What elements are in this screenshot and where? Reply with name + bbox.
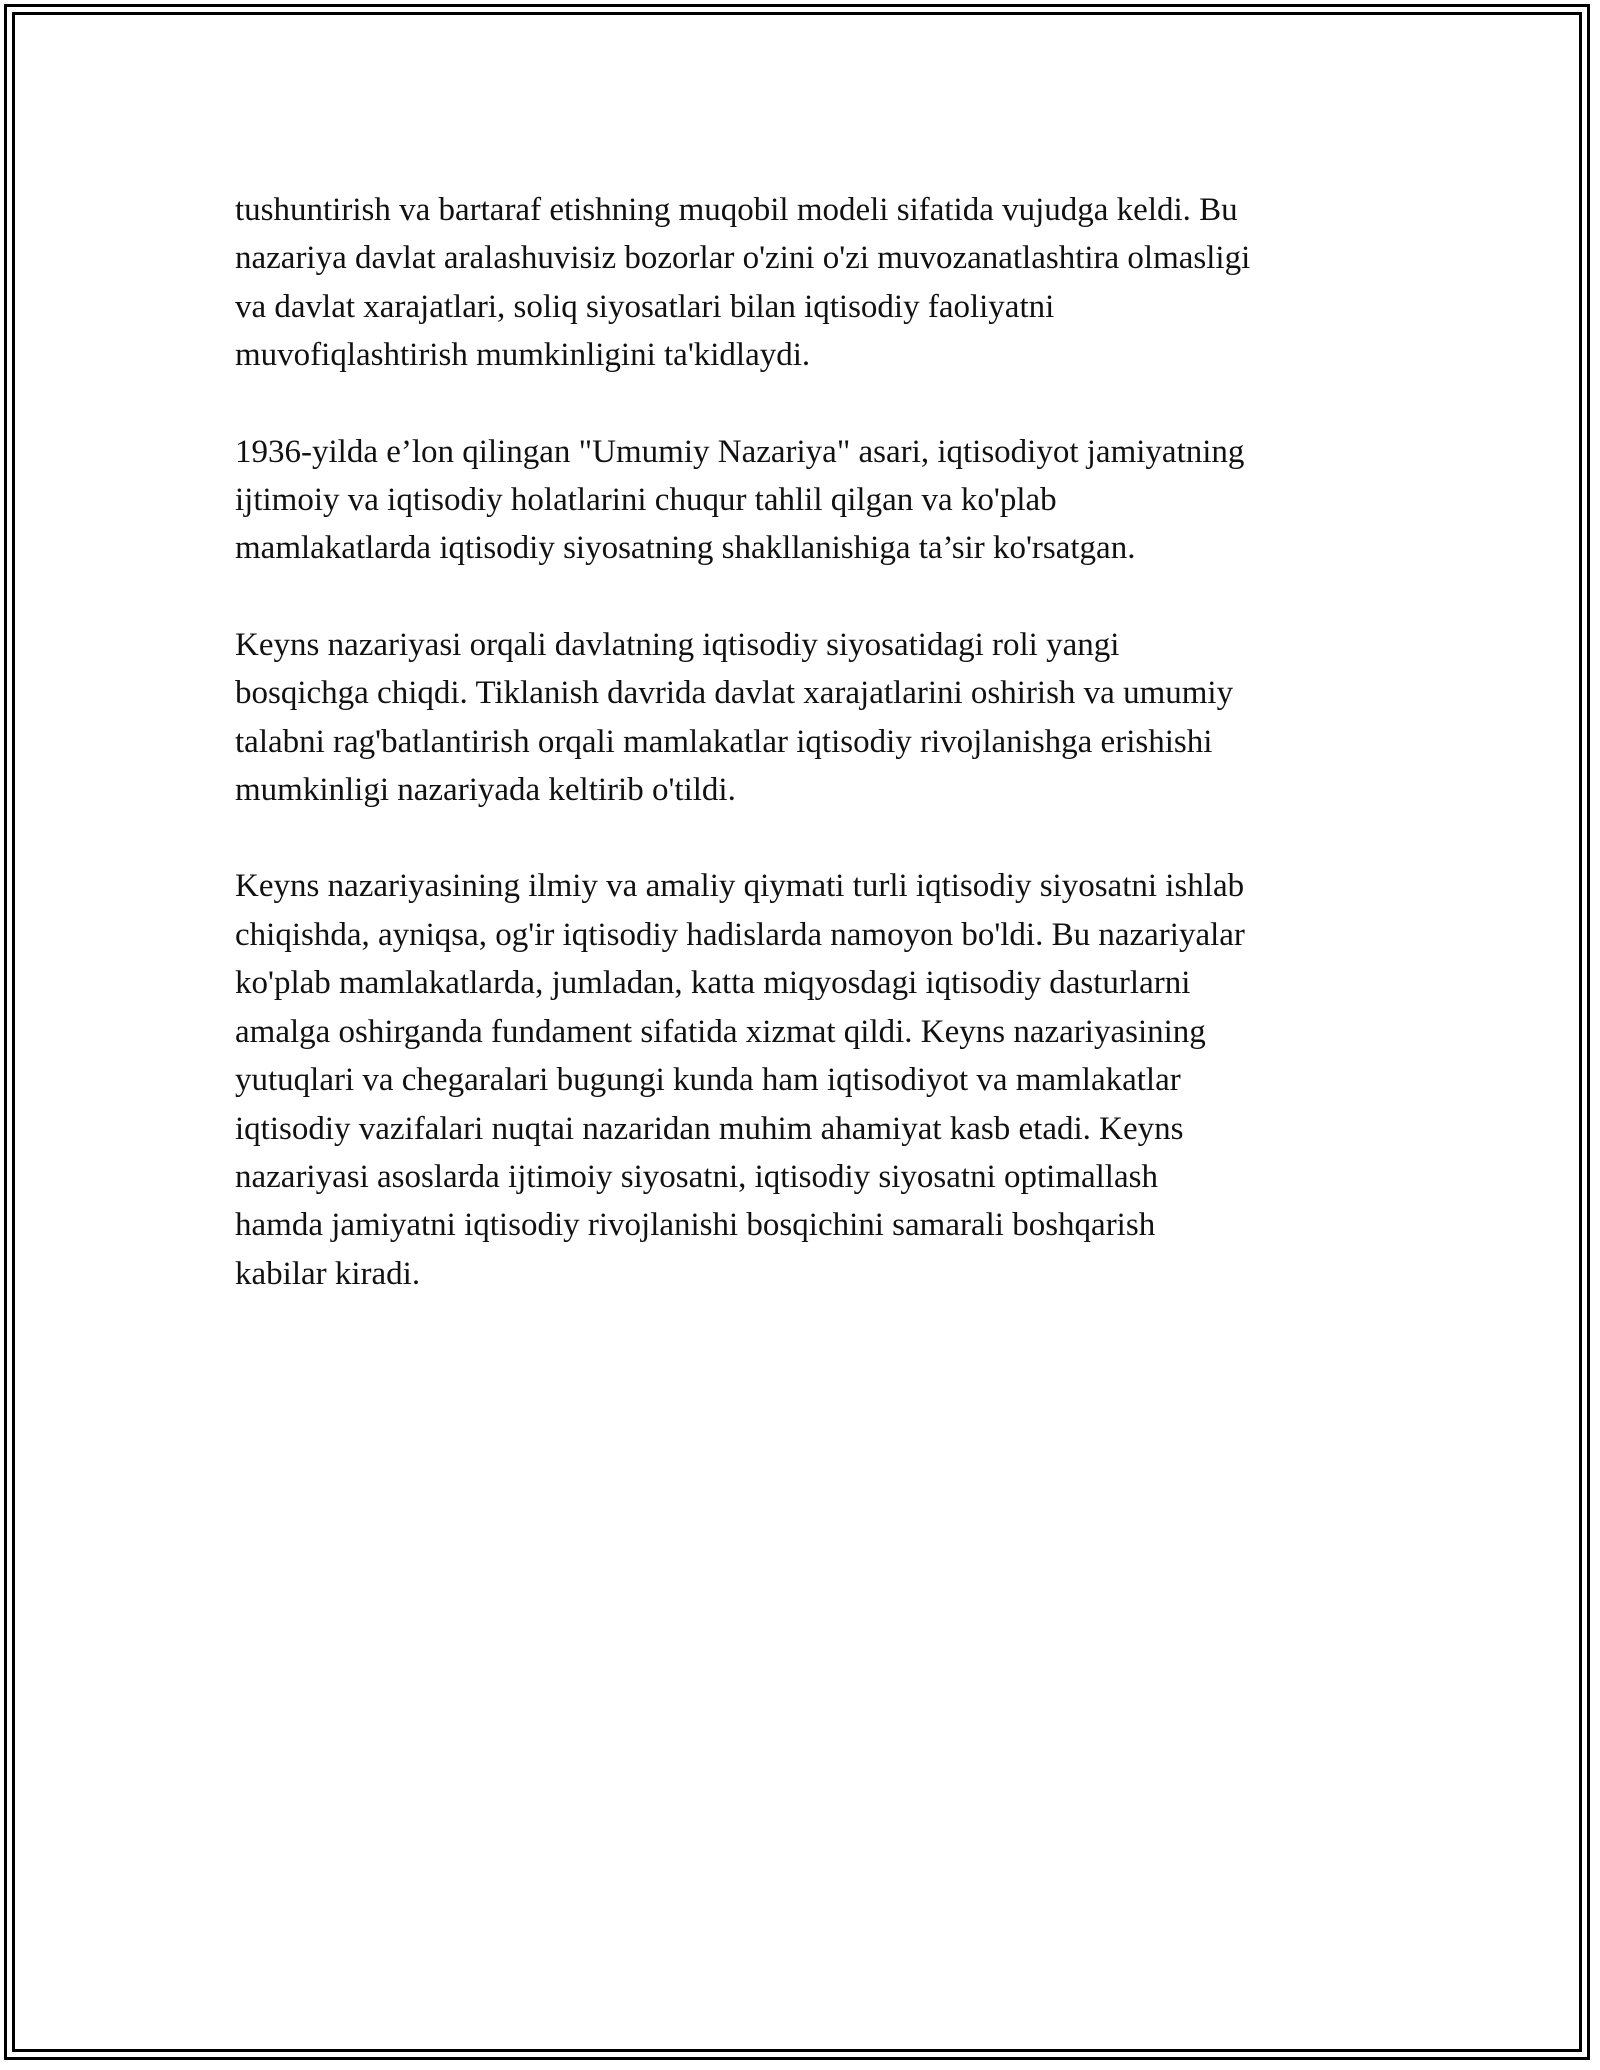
document-body [235, 186, 1385, 1346]
paragraph-2: 1936-yilda e’lon qilingan "Umumiy Nazariya" asari, iqtisodiyot jamiyatning ijtimoiy va iqtisodiy holatlarini chuqur tahlil qilgan va ko'plab mamlakatlarda iqtisodiy siyosatning shakllanishiga ta’sir ko'rsatgan. [235, 433, 1245, 567]
paragraph-1: tushuntirish va bartaraf etishning muqobil modeli sifatida vujudga keldi. Bu nazariya davlat aralashuvisiz bozorlar o'zini o'zi muvozanatlashtira olmasligi va davlat xarajatlari, soliq siyosatlari bilan iqtisodiy faoliyatni muvofiqlashtirish mumkinligini ta'kidlaydi. [235, 192, 1251, 374]
paragraph-4: Keyns nazariyasining ilmiy va amaliy qiymati turli iqtisodiy siyosatni ishlab chiqishda, ayniqsa, og'ir iqtisodiy hadislarda namoyon bo'ldi. Bu nazariyalar ko'plab mamlakatlarda, jumladan, katta miqyosdagi iqtisodiy dasturlarni amalga oshirganda fundament sifatida xizmat qildi. Keyns nazariyasining yutuqlari va chegaralari bugungi kunda ham iqtisodiyot va mamlakatlar iqtisodiy vazifalari nuqtai nazaridan muhim ahamiyat kasb etadi. Keyns nazariyasi asoslarda ijtimoiy siyosatni, iqtisodiy siyosatni optimallash hamda jamiyatni iqtisodiy rivojlanishi bosqichini samarali boshqarish kabilar kiradi. [235, 868, 1245, 1292]
paragraph-3: Keyns nazariyasi orqali davlatning iqtisodiy siyosatidagi roli yangi bosqichga chiqdi. Tiklanish davrida davlat xarajatlarini oshirish va umumiy talabni rag'batlantirish orqali mamlakatlar iqtisodiy rivojlanishga erishishi mumkinligi nazariyada keltirib o'tildi. [235, 626, 1234, 809]
